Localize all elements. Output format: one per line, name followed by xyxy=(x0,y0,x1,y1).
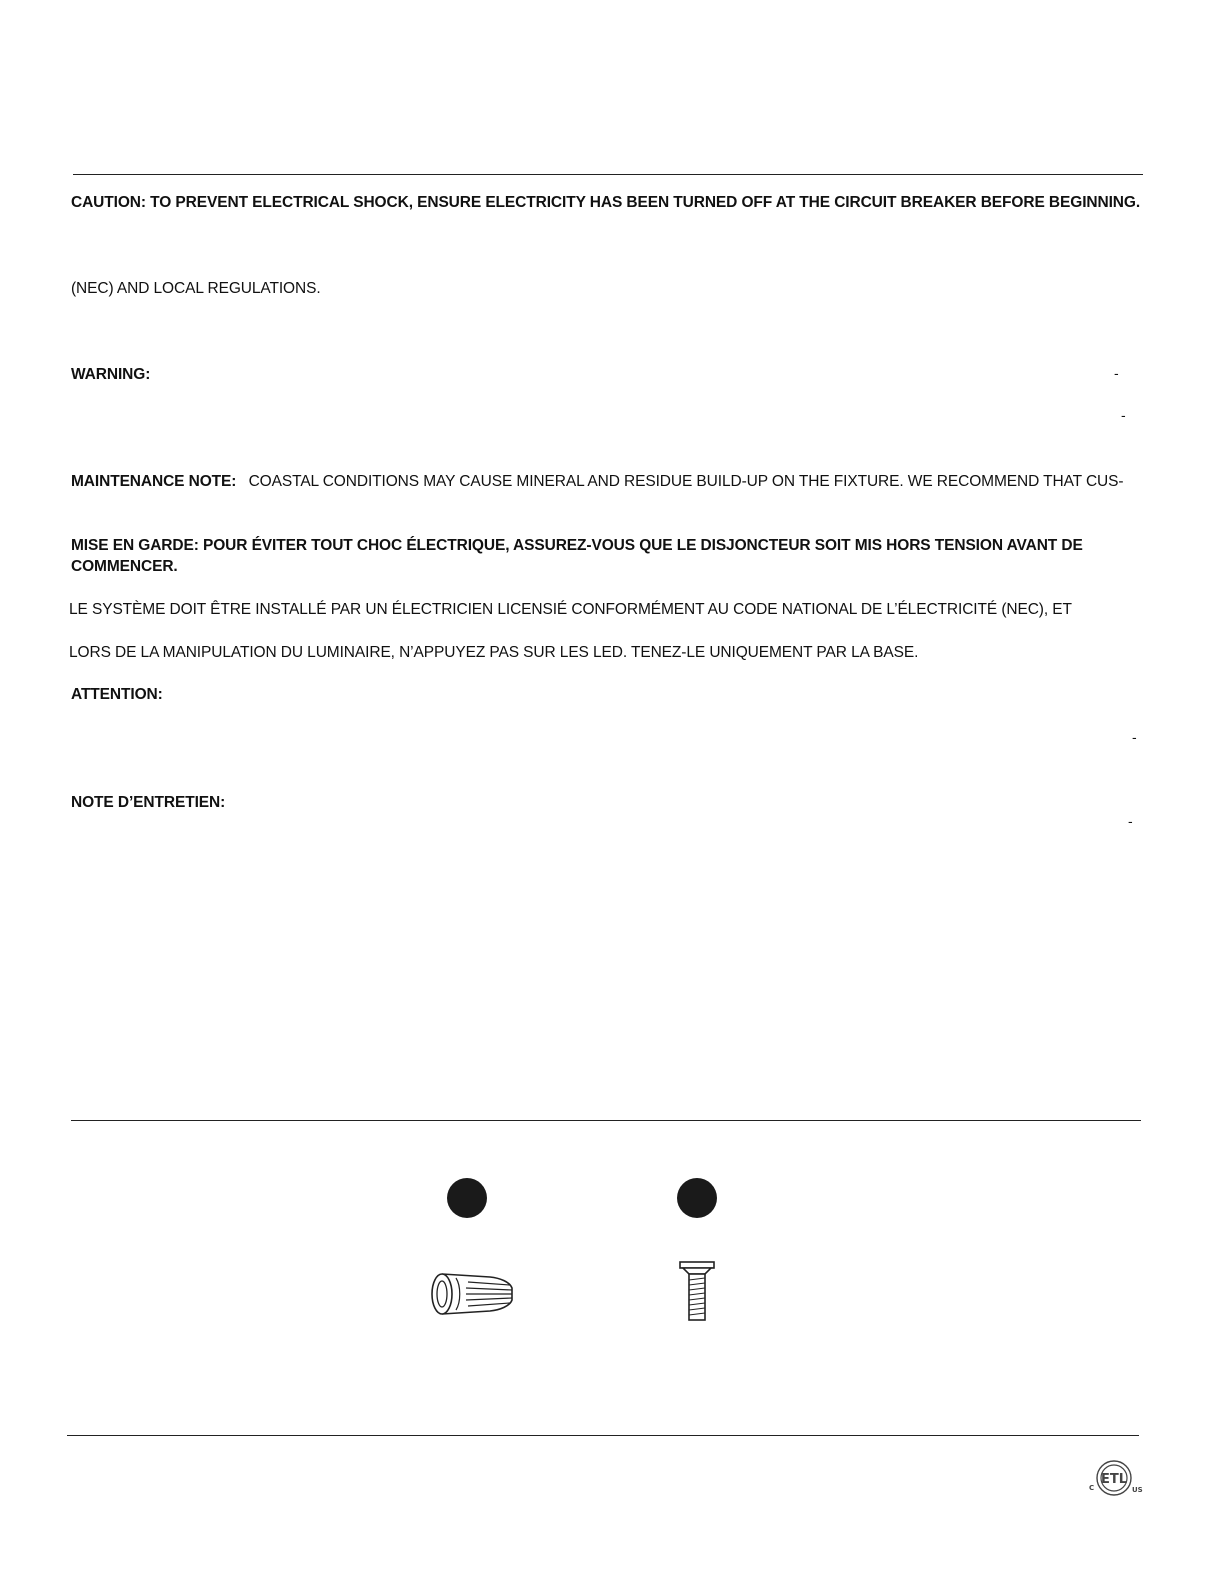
hardware-divider xyxy=(71,1120,1141,1121)
maintenance-label: MAINTENANCE NOTE: xyxy=(71,473,237,490)
wire-nut-icon xyxy=(428,1268,518,1320)
hyphen-mark: - xyxy=(1114,365,1119,381)
warning-label: WARNING: xyxy=(71,366,151,383)
nec-regulations-line: (NEC) AND LOCAL REGULATIONS. xyxy=(71,280,321,297)
svg-text:C: C xyxy=(1089,1484,1095,1492)
screw-icon xyxy=(677,1260,717,1324)
bottom-divider xyxy=(67,1435,1139,1436)
french-install-line: LE SYSTÈME DOIT ÊTRE INSTALLÉ PAR UN ÉLECTRICIEN LICENSIÉ CONFORMÉMENT AU CODE NATIONAL DE L’ÉLECTRICITÉ (NEC), ET xyxy=(69,601,1072,618)
hardware-marker-b xyxy=(677,1178,717,1218)
french-handling-line: LORS DE LA MANIPULATION DU LUMINAIRE, N’APPUYEZ PAS SUR LES LED. TENEZ-LE UNIQUEMENT PAR LA BASE. xyxy=(69,644,919,661)
hardware-marker-a xyxy=(447,1178,487,1218)
svg-text:ETL: ETL xyxy=(1100,1472,1128,1487)
etl-listed-logo xyxy=(1086,1456,1144,1500)
hyphen-mark: - xyxy=(1128,813,1133,829)
caution-english: CAUTION: TO PREVENT ELECTRICAL SHOCK, ENSURE ELECTRICITY HAS BEEN TURNED OFF AT THE CIRCUIT BREAKER BEFORE BEGINNING. xyxy=(71,194,1141,211)
hyphen-mark: - xyxy=(1132,729,1137,745)
entretien-label: NOTE D’ENTRETIEN: xyxy=(71,794,226,811)
attention-label: ATTENTION: xyxy=(71,686,163,703)
hyphen-mark: - xyxy=(1121,407,1126,423)
caution-french-line-2: COMMENCER. xyxy=(71,558,178,575)
maintenance-note xyxy=(71,471,1123,492)
caution-french-line-1: MISE EN GARDE: POUR ÉVITER TOUT CHOC ÉLECTRIQUE, ASSUREZ-VOUS QUE LE DISJONCTEUR SOIT MIS HORS TENSION AVANT DE xyxy=(71,537,1083,554)
maintenance-text: COASTAL CONDITIONS MAY CAUSE MINERAL AND RESIDUE BUILD-UP ON THE FIXTURE. WE RECOMMEND THAT CUS- xyxy=(248,473,1124,490)
svg-text:US: US xyxy=(1132,1486,1143,1494)
top-divider xyxy=(73,174,1143,175)
